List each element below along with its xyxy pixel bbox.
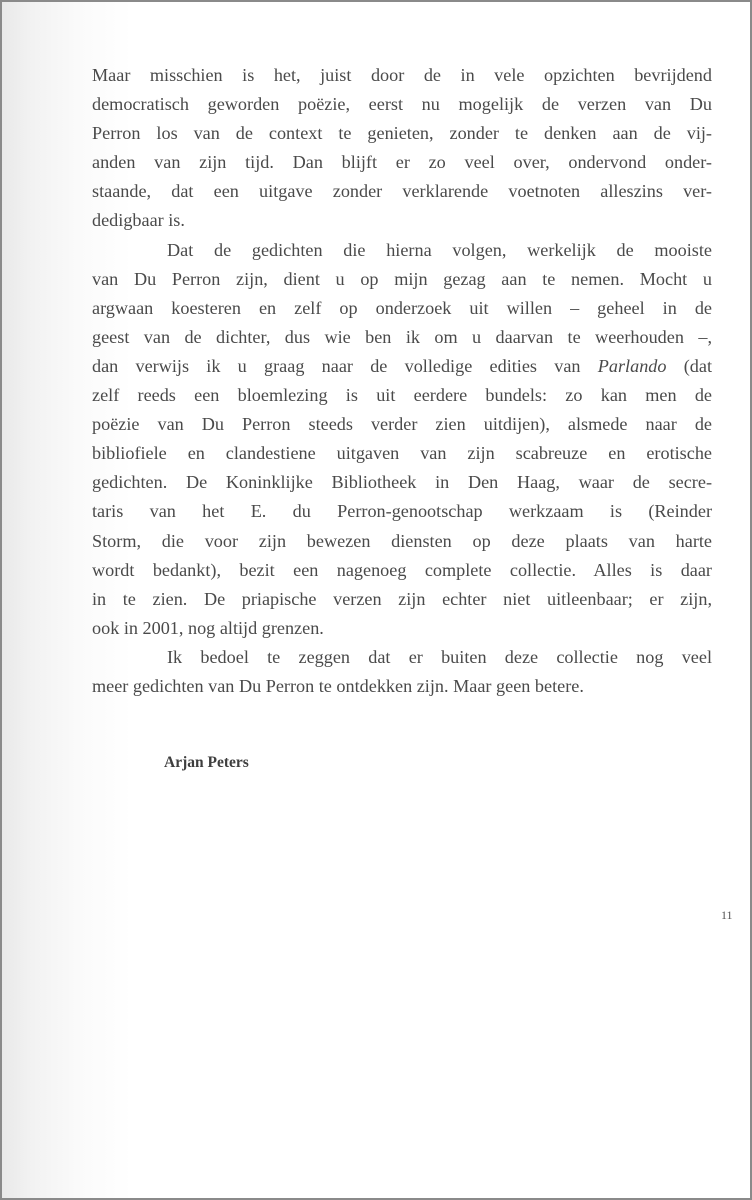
text-line [92, 323, 712, 352]
text-segment: geest van de dichter, dus wie ben ik om u daarvan te weerhouden –, [92, 326, 712, 347]
text-line [92, 672, 712, 701]
text-segment: argwaan koesteren en zelf op onderzoek uit willen – geheel in de [92, 297, 712, 318]
text-segment: bibliofiele en clandestiene uitgaven van zijn scabreuze en erotische [92, 443, 712, 464]
text-segment: dedigbaar is. [92, 210, 185, 231]
italic-title: Parlando [597, 355, 667, 376]
text-segment: meer gedichten van Du Perron te ontdekken zijn. Maar geen betere. [92, 675, 584, 696]
text-segment: Maar misschien is het, juist door de in vele opzichten bevrijdend [92, 65, 712, 85]
text-line [92, 585, 712, 614]
text-line [92, 148, 712, 177]
text-segment: Dat de gedichten die hierna volgen, werkelijk de mooiste [167, 239, 712, 260]
text-line [92, 265, 712, 294]
text-line [92, 527, 712, 556]
text-segment: Perron los van de context te genieten, zonder te denken aan de vij- [92, 123, 712, 144]
text-segment: taris van het E. du Perron-genootschap werkzaam is (Reinder [92, 501, 712, 522]
text-segment: anden van zijn tijd. Dan blijft er zo veel over, ondervond onder- [92, 152, 712, 173]
text-segment: in te zien. De priapische verzen zijn echter niet uitleenbaar; er zijn, [92, 588, 712, 609]
text-segment: ook in 2001, nog altijd grenzen. [92, 617, 324, 638]
text-segment: staande, dat een uitgave zonder verklarende voetnoten alleszins ver- [92, 181, 712, 202]
text-line [92, 206, 712, 235]
text-segment: zelf reeds een bloemlezing is uit eerdere bundels: zo kan men de [92, 385, 712, 406]
text-segment: (dat [666, 355, 713, 376]
text-line [92, 90, 712, 119]
text-line [92, 294, 712, 323]
text-segment: van Du Perron zijn, dient u op mijn gezag aan te nemen. Mocht u [92, 268, 712, 289]
text-line [92, 177, 712, 206]
page-number: 11 [721, 908, 733, 922]
text-line [92, 468, 712, 497]
text-line [92, 381, 712, 410]
author-signature: Arjan Peters [164, 754, 249, 771]
text-line [92, 497, 712, 526]
text-line [92, 614, 712, 643]
text-segment: Ik bedoel te zeggen dat er buiten deze collectie nog veel [167, 646, 712, 667]
body-text [92, 61, 712, 701]
text-line [92, 643, 712, 672]
text-line [92, 410, 712, 439]
text-segment: gedichten. De Koninklijke Bibliotheek in Den Haag, waar de secre- [92, 472, 712, 493]
text-segment: wordt bedankt), bezit een nagenoeg complete collectie. Alles is daar [92, 559, 712, 580]
text-segment: poëzie van Du Perron steeds verder zien uitdijen), alsmede naar de [92, 414, 712, 435]
text-segment: democratisch geworden poëzie, eerst nu mogelijk de verzen van Du [92, 94, 712, 115]
text-line [92, 556, 712, 585]
text-segment: dan verwijs ik u graag naar de volledige edities van [92, 355, 598, 376]
text-segment: Storm, die voor zijn bewezen diensten op deze plaats van harte [92, 530, 712, 551]
text-line [92, 236, 712, 265]
text-line [92, 439, 712, 468]
text-line [92, 61, 712, 90]
text-line [92, 352, 712, 381]
text-line [92, 119, 712, 148]
